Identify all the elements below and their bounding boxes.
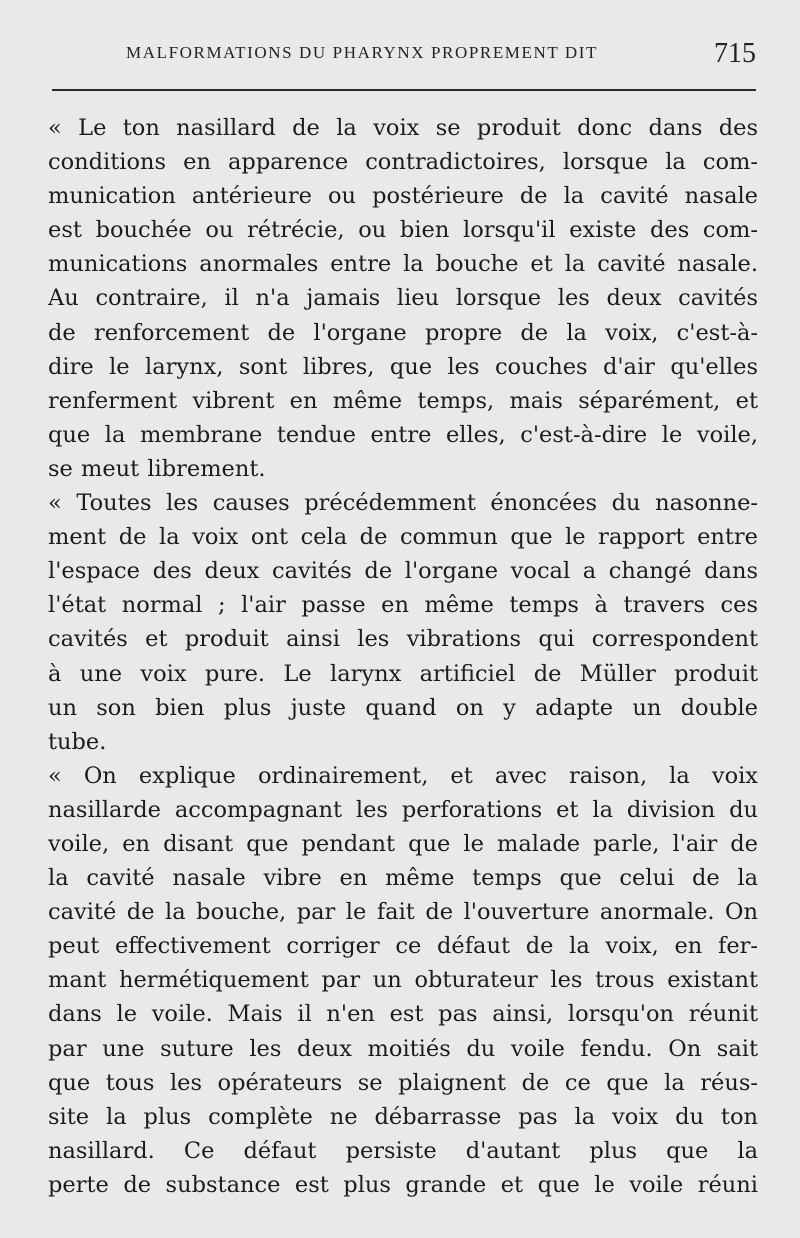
text-line: par une suture les deux moitiés du voile fendu. On sait — [48, 1035, 758, 1062]
text-line: à une voix pure. Le larynx artificiel de Müller produit — [48, 660, 758, 687]
text-line: perte de substance est plus grande et que le voile réuni — [48, 1171, 758, 1198]
text-line: « Le ton nasillard de la voix se produit donc dans des — [48, 115, 758, 141]
text-line: peut effectivement corriger ce défaut de la voix, en fer- — [48, 933, 758, 960]
text-line: munication antérieure ou postérieure de la cavité nasale — [48, 183, 758, 210]
text-line: cavité de la bouche, par le fait de l'ouverture anormale. On — [48, 899, 758, 926]
text-line: l'état normal ; l'air passe en même temps à travers ces — [48, 592, 758, 619]
text-line: que la membrane tendue entre elles, c'est-à-dire le voile, — [48, 421, 758, 448]
text-line: munications anormales entre la bouche et la cavité nasale. — [48, 251, 758, 278]
text-line: « Toutes les causes précédemment énoncées du nasonne- — [48, 490, 758, 517]
text-line: se meut librement. — [48, 455, 266, 482]
text-line: site la plus complète ne débarrasse pas la voix du ton — [48, 1103, 758, 1130]
text-line: « On explique ordinairement, et avec raison, la voix — [48, 762, 758, 789]
running-title: MALFORMATIONS DU PHARYNX PROPREMENT DIT — [126, 43, 599, 62]
running-head — [48, 38, 758, 72]
text-line: Au contraire, il n'a jamais lieu lorsque les deux cavités — [48, 285, 758, 312]
text-line: cavités et produit ainsi les vibrations qui correspondent — [48, 626, 758, 653]
text-line: nasillarde accompagnant les perforations et la division du — [48, 796, 758, 823]
text-line: voile, en disant que pendant que le malade parle, l'air de — [48, 830, 758, 857]
text-line: nasillard. Ce défaut persiste d'autant plus que la — [48, 1137, 758, 1164]
text-line: dans le voile. Mais il n'en est pas ainsi, lorsqu'on réunit — [48, 1001, 758, 1028]
text-line: ment de la voix ont cela de commun que le rapport entre — [48, 524, 758, 551]
text-line: mant hermétiquement par un obturateur les trous existant — [48, 967, 758, 994]
header-rule — [52, 89, 756, 91]
text-line: conditions en apparence contradictoires, lorsque la com- — [48, 149, 758, 176]
page-number: 715 — [714, 38, 756, 69]
text-line: est bouchée ou rétrécie, ou bien lorsqu'il existe des com- — [48, 217, 758, 244]
text-line: tube. — [48, 728, 107, 755]
body-text — [48, 111, 758, 1202]
text-line: un son bien plus juste quand on y adapte un double — [48, 694, 758, 721]
text-line: renferment vibrent en même temps, mais séparément, et — [48, 387, 758, 414]
text-line: que tous les opérateurs se plaignent de ce que la réus- — [48, 1069, 758, 1096]
text-line: dire le larynx, sont libres, que les couches d'air qu'elles — [48, 353, 758, 380]
text-line: l'espace des deux cavités de l'organe vocal a changé dans — [48, 558, 758, 585]
text-line: de renforcement de l'organe propre de la voix, c'est-à- — [48, 319, 758, 346]
text-line: la cavité nasale vibre en même temps que celui de la — [48, 865, 758, 892]
